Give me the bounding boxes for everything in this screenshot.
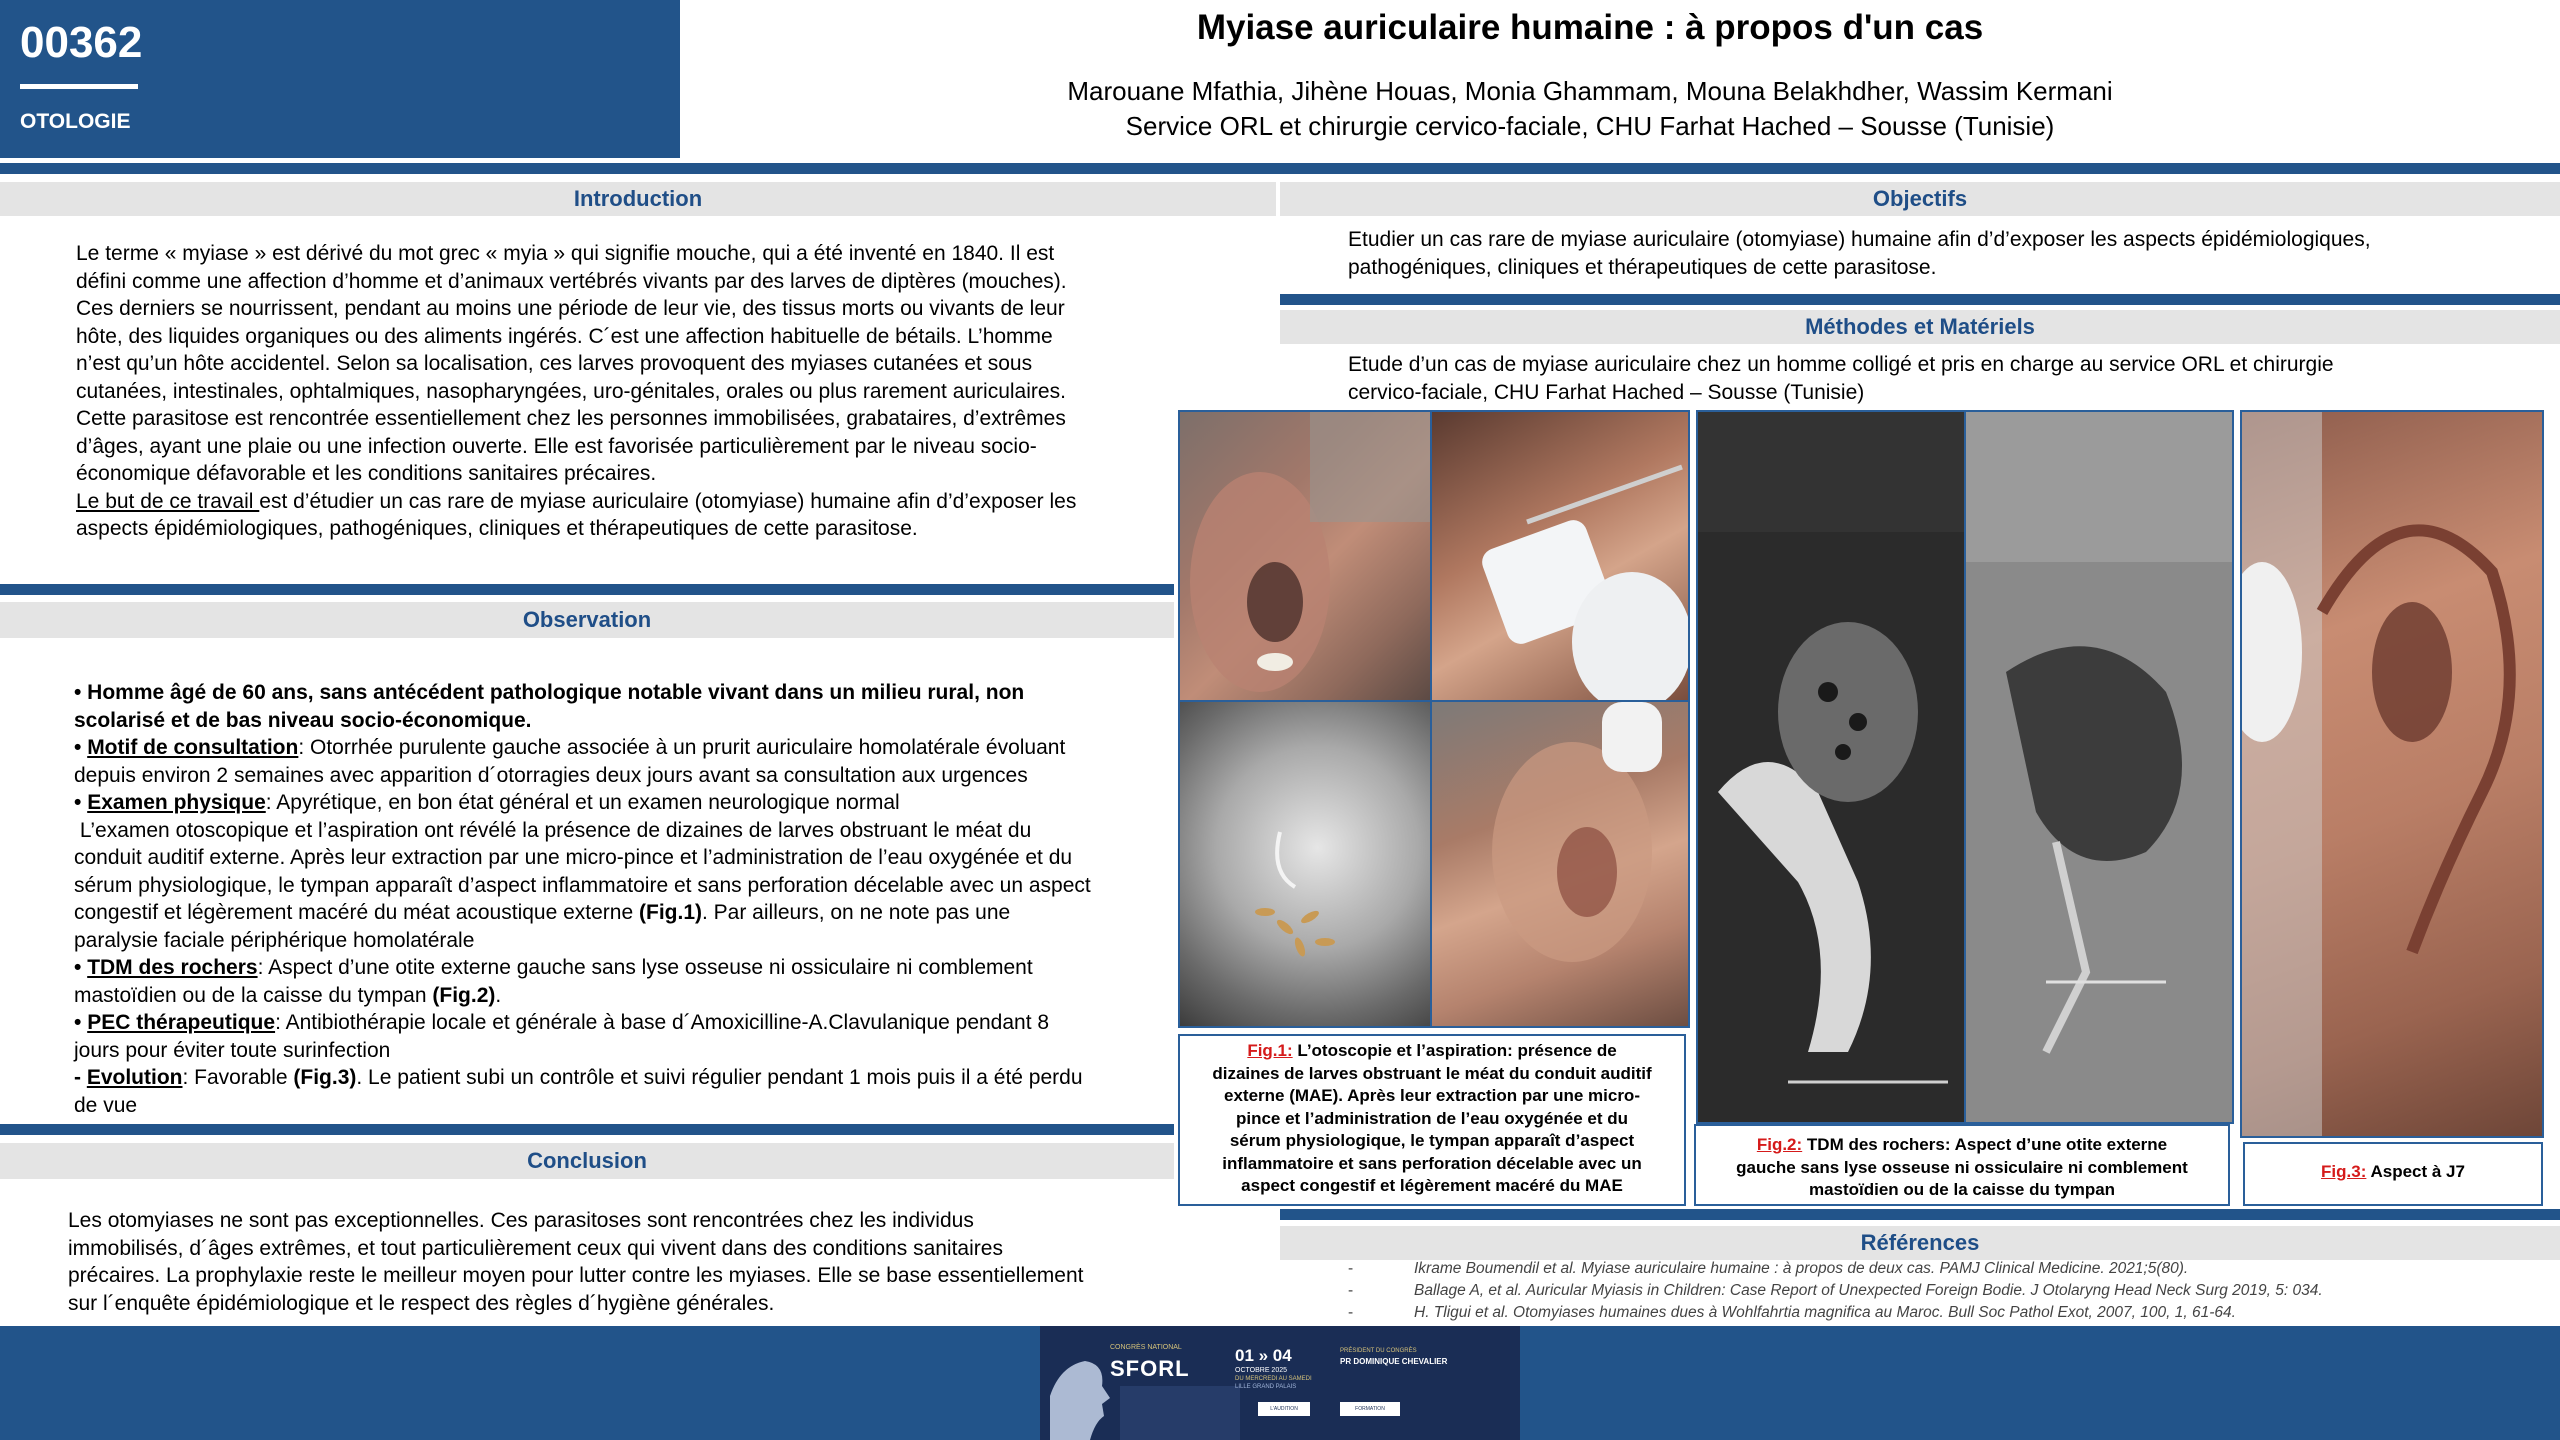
intro-line: aspects épidémiologiques, pathogéniques, cliniques et thérapeutiques de cette parasitose. — [76, 517, 918, 540]
poster-category: OTOLOGIE — [20, 110, 131, 133]
obs-line: depuis environ 2 semaines avec apparition d´otorragies deux jours avant sa consultation aux urgences — [74, 763, 1028, 787]
congress-banner — [1040, 1326, 1520, 1440]
evol-label: Evolution — [86, 1066, 183, 1089]
fig1-label: Fig.1: — [1247, 1041, 1293, 1060]
intro-line: d’âges, ayant une plaie ou une infection ouverte. Elle est favorisée particulièrement par le niveau socio- — [76, 434, 1037, 458]
obs-line: L’examen otoscopique et l’aspiration ont révélé la présence de dizaines de larves obstruant le méat du — [74, 818, 1032, 842]
patient-line: • Homme âgé de 60 ans, sans antécédent pathologique notable vivant dans un milieu rural, non — [74, 681, 1025, 704]
pec-label: PEC thérapeutique — [87, 1011, 276, 1034]
exam-item: • Examen physique: Apyrétique, en bon état général et un examen neurologique normal — [74, 791, 900, 814]
header-bar — [0, 163, 2560, 174]
fig2-ref: (Fig.2) — [432, 983, 496, 1007]
intro-line: cutanées, intestinales, ophtalmiques, nasopharyngées, uro-génitales, orales ou plus rarement auriculaires. — [76, 379, 1066, 403]
aim-label: Le but de ce travail — [76, 489, 260, 513]
motif-label: Motif de consultation — [87, 736, 299, 759]
introduction-heading: Introduction — [0, 182, 1276, 216]
tdm-label: TDM des rochers — [87, 956, 258, 979]
congress-venue: LILLE GRAND PALAIS — [1235, 1384, 1297, 1390]
obs-line: mastoïdien ou de la caisse du tympan (Fig.2). — [74, 983, 502, 1007]
aspiration-illustration — [1432, 412, 1688, 700]
patient-line: scolarisé et de bas niveau socio-économique. — [74, 708, 532, 732]
ear-photo-illustration — [1180, 412, 1430, 700]
conclusion-line: précaires. La prophylaxie reste le meilleur moyen pour lutter contre les myiases. Elle se base essentiellement — [68, 1264, 1084, 1287]
partner-logo-2: FORMATION — [1340, 1402, 1400, 1416]
intro-line: Le terme « myiase » est dérivé du mot grec « myia » qui signifie mouche, qui a été inventé en 1840. Il est — [76, 242, 1055, 265]
methodes-heading: Méthodes et Matériels — [1280, 310, 2560, 344]
tdm-item: • TDM des rochers: Aspect d’une otite externe gauche sans lyse osseuse ni ossiculaire ni comblement — [74, 956, 1033, 979]
reference-item: - H. Tligui et al. Otomyiases humaines dues à Wohlfahrtia magnifica au Maroc. Bull Soc Pathol Exot, 2007, 100, 1, 61-64. — [1348, 1304, 2236, 1321]
fig3-caption: Fig.3: Aspect à J7 — [2243, 1142, 2543, 1206]
obs-line: congestif et légèrement macéré du méat acoustique externe (Fig.1). Par ailleurs, on ne note pas une — [74, 901, 1011, 924]
fig1-ref: (Fig.1) — [639, 901, 702, 924]
aim-text: est d’étudier un cas rare de myiase auriculaire (otomyiase) humaine afin d’d’exposer les — [259, 489, 1077, 513]
reference-item: - Ballage A, et al. Auricular Myiasis in Children: Case Report of Unexpected Foreign Bodie. J Otolaryng Head Neck Surg 2019, 5: 034. — [1348, 1282, 2323, 1299]
intro-line: défini comme une affection d’homme et d’animaux vertébrés vivants par des larves de diptères (mouches). — [76, 269, 1067, 293]
intro-line: Cette parasitose est rencontrée essentiellement chez les personnes immobilisées, grabataires, d’extrêmes — [76, 407, 1066, 430]
conclusion-line: immobilisés, d´âges extrêmes, et tout particulièrement ceux qui vivent dans des conditions sanitaires — [68, 1236, 1003, 1260]
fig2-ct-scan-1 — [1696, 410, 1966, 1124]
methodes-line: cervico-faciale, CHU Farhat Hached – Sousse (Tunisie) — [1348, 380, 1865, 404]
obs-line: conduit auditif externe. Après leur extraction par une micro-pince et l’administration de l’eau oxygénée et du — [74, 846, 1073, 869]
objectifs-line: Etudier un cas rare de myiase auriculaire (otomyiase) humaine afin d’d’exposer les aspects épidémiologiques, — [1348, 228, 2371, 251]
intro-line: Ces derniers se nourrissent, pendant au moins une période de leur vie, des tissus morts ou vivants de leur — [76, 297, 1065, 320]
poster-number: 00362 — [20, 18, 143, 67]
congress-logo: SFORL — [1110, 1356, 1190, 1381]
ct-image-2-illustration — [1966, 412, 2232, 1122]
conclusion-line: sur l´enquête épidémiologique et le respect des règles d´hygiène générales. — [68, 1291, 775, 1315]
congress-month: OCTOBRE 2025 — [1235, 1367, 1288, 1374]
methodes-bar — [1280, 294, 2560, 305]
intro-line: n’est qu’un hôte accidentel. Selon sa localisation, ces larves provoquent des myiases cutanées et sous — [76, 352, 1033, 375]
fig1-caption: Fig.1: L’otoscopie et l’aspiration: présence de dizaines de larves obstruant le méat du conduit auditif externe (MAE). Après leur extraction par une micro- pince et l’administration de l’eau oxygénée et du sérum physiologique, le tympan apparaît d’aspect inflammatoire et sans perforation décelable avec un aspect congestif et légèrement macéré du MAE — [1178, 1034, 1686, 1206]
references-heading: Références — [1280, 1226, 2560, 1260]
obs-line: paralysie faciale périphérique homolatérale — [74, 928, 475, 952]
conclusion-heading: Conclusion — [0, 1143, 1174, 1179]
poster-id-box — [0, 0, 680, 158]
exam-label: Examen physique — [87, 791, 266, 814]
ear-day7-illustration — [2242, 412, 2542, 1136]
fig1-photo-ear-larvae — [1178, 410, 1432, 702]
ear-after-illustration — [1432, 702, 1688, 1026]
fig1-photo-extracted-larvae — [1178, 700, 1432, 1028]
intro-line: hôte, des liquides organiques ou des aliments ingérés. C´est une affection habituelle de bétails. L’homme — [76, 324, 1053, 348]
president-name: PR DOMINIQUE CHEVALIER — [1340, 1357, 1448, 1366]
fig1-photo-aspiration — [1430, 410, 1690, 702]
fig3-label: Fig.3: — [2321, 1162, 2367, 1181]
fig2-ct-scan-2 — [1964, 410, 2234, 1124]
intro-aim — [76, 488, 1176, 516]
fig2-caption: Fig.2: TDM des rochers: Aspect d’une otite externe gauche sans lyse osseuse ni ossiculaire ni comblement mastoïdien ou de la caisse du tympan — [1694, 1124, 2230, 1206]
larvae-tray-illustration — [1180, 702, 1430, 1026]
observation-heading: Observation — [0, 602, 1174, 638]
partner-logo-1: L'AUDITION — [1258, 1402, 1310, 1416]
evol-item: - Evolution: Favorable (Fig.3). Le patient subi un contrôle et suivi régulier pendant 1 mois puis il a été perdu — [74, 1066, 1083, 1089]
fig3-ref: (Fig.3) — [293, 1066, 357, 1089]
conclusion-text — [68, 1207, 1178, 1317]
intro-line: économique défavorable et les conditions sanitaires précaires. — [76, 462, 657, 485]
ct-image-illustration — [1698, 412, 1964, 1122]
congress-days: DU MERCREDI AU SAMEDI — [1235, 1376, 1312, 1382]
references-list — [1348, 1258, 2548, 1324]
congress-badge: CONGRÈS NATIONAL — [1110, 1344, 1182, 1351]
fig1-photo-ear-after — [1430, 700, 1690, 1028]
methodes-line: Etude d’un cas de myiase auriculaire chez un homme colligé et pris en charge au service ORL et chirurgie — [1348, 353, 2334, 376]
references-bar — [1280, 1209, 2560, 1220]
observation-text — [74, 679, 1174, 1119]
observation-bar — [0, 584, 1174, 595]
reference-item: - Ikrame Boumendil et al. Myiase auriculaire humaine : à propos de deux cas. PAMJ Clinical Medicine. 2021;5(80). — [1348, 1260, 2189, 1277]
conclusion-bar — [0, 1124, 1174, 1135]
motif-item: • Motif de consultation: Otorrhée purulente gauche associée à un prurit auriculaire homolatérale évoluant — [74, 736, 1066, 759]
obs-line: jours pour éviter toute surinfection — [74, 1038, 391, 1062]
objectifs-line: pathogéniques, cliniques et thérapeutiques de cette parasitose. — [1348, 255, 1937, 279]
header-divider — [20, 84, 138, 89]
congress-dates: 01 » 04 — [1235, 1346, 1292, 1365]
conclusion-line: Les otomyiases ne sont pas exceptionnelles. Ces parasitoses sont rencontrées chez les individus — [68, 1209, 974, 1232]
authors-block — [880, 74, 2300, 144]
obs-line: sérum physiologique, le tympan apparaît d’aspect inflammatoire et sans perforation décelable avec un aspect — [74, 873, 1091, 897]
poster-title: Myiase auriculaire humaine : à propos d'un cas — [1196, 8, 1984, 47]
objectifs-text — [1348, 226, 2548, 281]
authors: Marouane Mfathia, Jihène Houas, Monia Ghammam, Mouna Belakhdher, Wassim Kermani — [1067, 76, 2113, 106]
objectifs-heading: Objectifs — [1280, 182, 2560, 216]
obs-line: de vue — [74, 1093, 138, 1117]
president-title: PRÉSIDENT DU CONGRÈS — [1340, 1348, 1417, 1354]
pec-item: • PEC thérapeutique: Antibiothérapie locale et générale à base d´Amoxicilline-A.Clavulanique pendant 8 — [74, 1011, 1050, 1034]
introduction-text — [76, 240, 1176, 543]
affiliation: Service ORL et chirurgie cervico-faciale, CHU Farhat Hached – Sousse (Tunisie) — [1125, 111, 2055, 141]
fig2-label: Fig.2: — [1756, 1135, 1803, 1154]
methodes-text — [1348, 351, 2548, 406]
fig3-photo-ear-day7 — [2240, 410, 2544, 1138]
